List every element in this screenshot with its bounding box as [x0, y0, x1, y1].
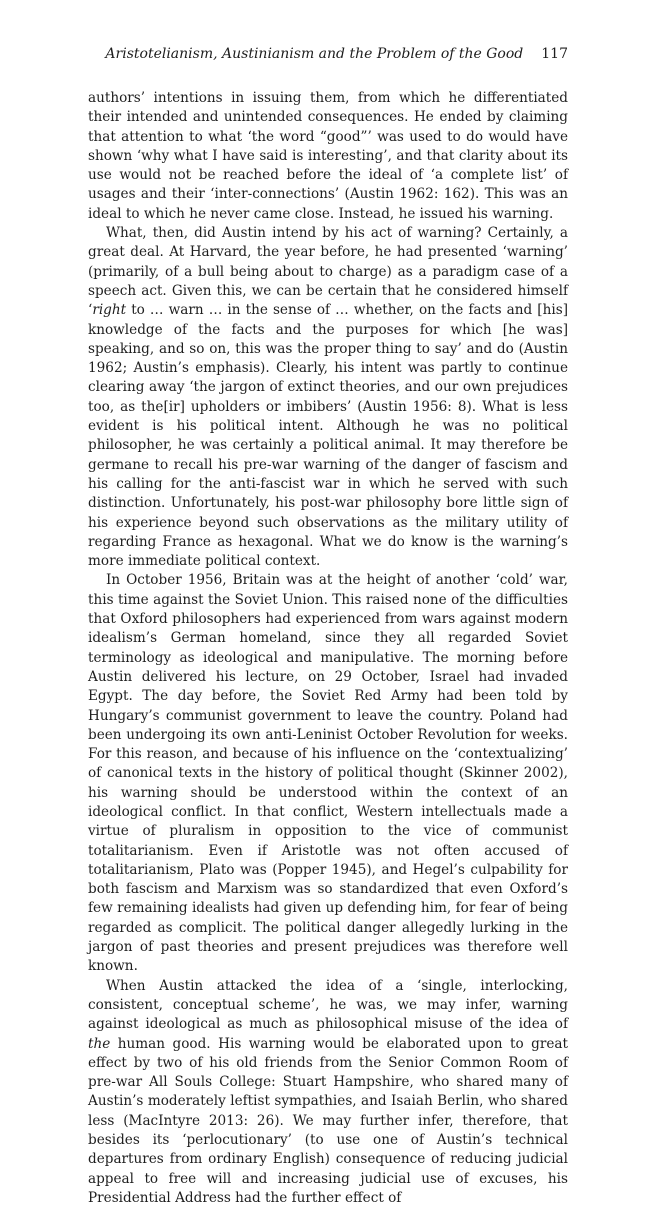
- running-head: [88, 44, 568, 64]
- paragraph-3: [88, 571, 568, 976]
- paragraph-3-text: In October 1956, Britain was at the height of another ‘cold’ war, this time against the Soviet Union. This raised none of the difficulties that Oxford philosophers had experienced from wars against modern idealism’s German homeland, since they all regarded Soviet terminology as ideological and manipulative. The morning before Austin delivered his lecture, on 29 October, Israel had invaded Egypt. The day before, the Soviet Red Army had been told by Hungary’s communist government to leave the country. Poland had been undergoing its own anti-Leninist October Revolution for weeks. For this reason, and because of his influence on the ‘contextualizing’ of canonical texts in the history of political thought (Skinner 2002), his warning should be understood within the context of an ideological conflict. In that conflict, Western intellectuals made a virtue of pluralism in opposition to the vice of communist totalitarianism. Even if Aristotle was not often accused of totalitarianism, Plato was (Popper 1945), and Hegel’s culpability for both fascism and Marxism was so standardized that even Oxford’s few remaining idealists had given up defending him, for fear of being regarded as complicit. The political danger allegedly lurking in the jargon of past theories and present prejudices was therefore well known.: [88, 572, 568, 975]
- paragraph-4-text: When Austin attacked the idea of a ‘single, interlocking, consistent, conceptual scheme’, he was, we may infer, warning against ideological as much as philosophical misuse of the idea of: [88, 977, 568, 1033]
- body-text: [88, 89, 568, 1208]
- paragraph-2: [88, 224, 568, 571]
- paragraph-2-text-cont: to … warn … in the sense of … whether, on the facts and [his] knowledge of the facts and the purposes for which [he was] speaking, and so on, this was the proper thing to say’ and do (Austin 1962; Austin’s emphasis). Clearly, his intent was partly to continue clearing away ‘the jargon of extinct theories, and our own prejudices too, as the[ir] upholders or imbibers’ (Austin 1956: 8). What is less evident is his political intent. Although he was no political philosopher, he was certainly a political animal. It may therefore be germane to recall his pre-war warning of the danger of fascism and his calling for the anti-fascist war in which he served with such distinction. Unfortunately, his post-war philosophy bore little sign of his experience beyond such observations as the military utility of regarding France as hexagonal. What we do know is the warning’s more immediate political context.: [88, 302, 568, 570]
- emphasis-right: right: [92, 302, 127, 319]
- paragraph-4: [88, 977, 568, 1208]
- running-title: Aristotelianism, Austinianism and the Problem of the Good: [105, 46, 524, 62]
- paragraph-4-text-cont: human good. His warning would be elaborated upon to great effect by two of his old friends from the Senior Common Room of pre-war All Souls College: Stuart Hampshire, who shared many of Austin’s moderately leftist sympathies, and Isaiah Berlin, who shared less (MacIntyre 2013: 26). We may further infer, therefore, that besides its ‘perlocutionary’ (to use one of Austin’s technical departures from ordinary English) consequence of reducing judicial appeal to free will and increasing judicial use of excuses, his Presidential Address had the further effect of: [88, 1035, 568, 1206]
- page-number: 117: [541, 46, 568, 62]
- paragraph-1: [88, 89, 568, 224]
- paragraph-2-text: What, then, did Austin intend by his act of warning? Certainly, a great deal. At Harvard, the year before, he had presented ‘warning’ (primarily, of a bull being about to charge) as a paradigm case of a speech act. Given this, we can be certain that he considered himself ‘: [88, 225, 568, 319]
- emphasis-the: the: [88, 1035, 111, 1052]
- paragraph-1-text: authors’ intentions in issuing them, from which he differentiated their intended and unintended consequences. He ended by claiming that attention to what ‘the word “good”’ was used to do would have shown ‘why what I have said is interesting’, and that clarity about its use would not be reached before the ideal of ‘a complete list’ of usages and their ‘inter-connections’ (Austin 1962: 162). This was an ideal to which he never came close. Instead, he issued his warning.: [88, 90, 568, 222]
